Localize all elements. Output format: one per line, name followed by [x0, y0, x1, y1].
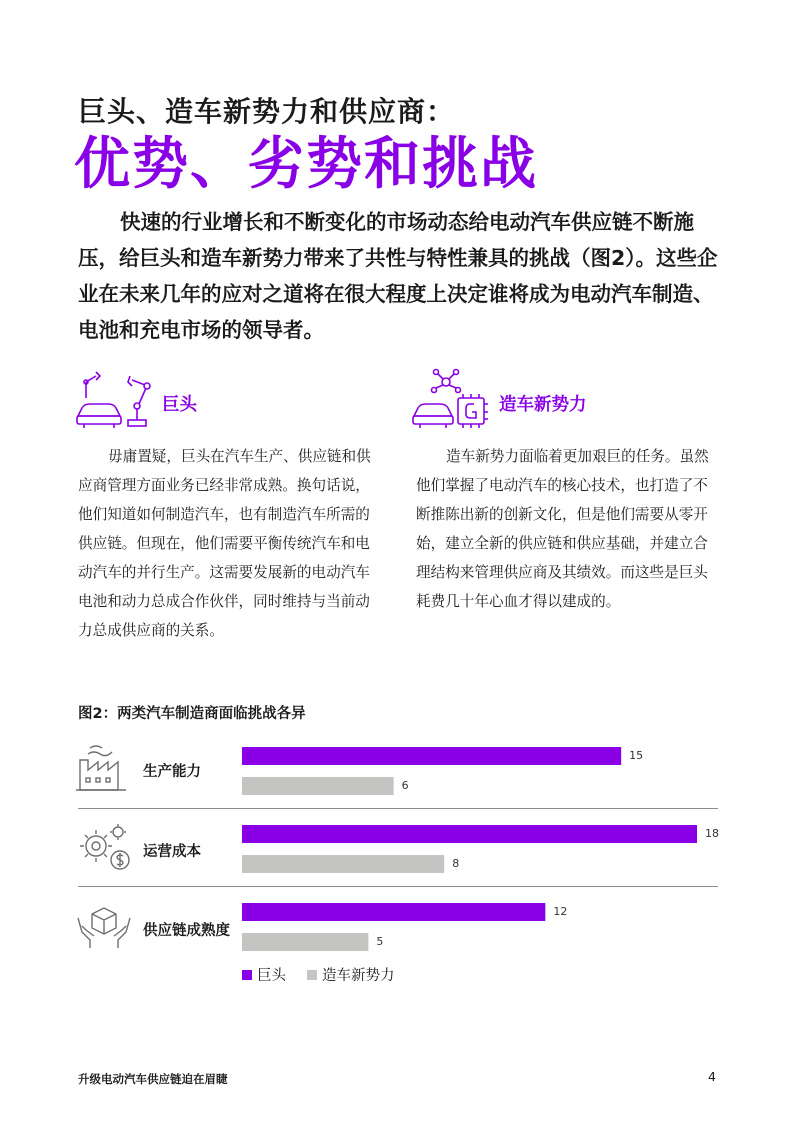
- incumbents-text: 毋庸置疑，巨头在汽车生产、供应链和供应商管理方面业务已经非常成熟。换句话说，他们知道如何制造汽车，也有制造汽车所需的供应链。但现在，他们需要平衡传统汽车和电动汽车的并行生产。这需要发展新的电动汽车电池和动力总成合作伙伴，同时维持与当前动力总成供应商的关系。: [78, 448, 371, 639]
- footer-title: 升级电动汽车供应链迫在眉睫: [78, 1072, 228, 1086]
- bar-value-label: 6: [401, 779, 409, 792]
- newcomers-text: 造车新势力面临着更加艰巨的任务。虽然他们掌握了电动汽车的核心技术，也打造了不断推陈出新的创新文化，但是他们需要从零开始，建立全新的供应链和供应基础，并建立合理结构来管理供应商及其绩效。而这些是巨头耗费几十年心血才得以建成的。: [416, 448, 709, 610]
- page-subtitle: 巨头、造车新势力和供应商：: [78, 95, 456, 128]
- incumbents-title: 巨头: [162, 395, 197, 415]
- legend-swatch: [307, 970, 317, 980]
- category-label: 生产能力: [143, 764, 201, 780]
- bar-value-label: 12: [553, 905, 568, 918]
- bar-incumbents: [242, 747, 621, 765]
- page-number: 4: [708, 1069, 716, 1084]
- legend-item-incumbents: [242, 964, 286, 985]
- bar-incumbents: [242, 903, 545, 921]
- bar-newcomers: [242, 855, 444, 873]
- figure-caption: 图2：两类汽车制造商面临挑战各异: [78, 706, 306, 722]
- bar-value-label: 18: [705, 827, 719, 840]
- category-label: 运营成本: [143, 844, 201, 860]
- intro-paragraph: 快速的行业增长和不断变化的市场动态给电动汽车供应链不断施压，给巨头和造车新势力带来了共性与特性兼具的挑战（图2）。这些企业在未来几年的应对之道将在很大程度上决定谁将成为电动汽车制造、电池和充电市场的领导者。: [78, 210, 718, 342]
- legend-label: 巨头: [257, 968, 286, 984]
- category-label: 供应链成熟度: [143, 923, 230, 939]
- legend-label: 造车新势力: [322, 968, 395, 984]
- bar-value-label: 5: [376, 935, 384, 948]
- bar-value-label: 15: [629, 749, 644, 762]
- row-divider: [78, 886, 718, 887]
- row-divider: [78, 808, 718, 809]
- page-title: 优势、劣势和挑战: [74, 132, 538, 197]
- bar-incumbents: [242, 825, 697, 843]
- bar-newcomers: [242, 777, 394, 795]
- newcomers-title: 造车新势力: [499, 395, 587, 415]
- legend-swatch: [242, 970, 252, 980]
- bar-newcomers: [242, 933, 368, 951]
- bar-value-label: 8: [452, 857, 460, 870]
- legend-item-newcomers: [307, 964, 395, 985]
